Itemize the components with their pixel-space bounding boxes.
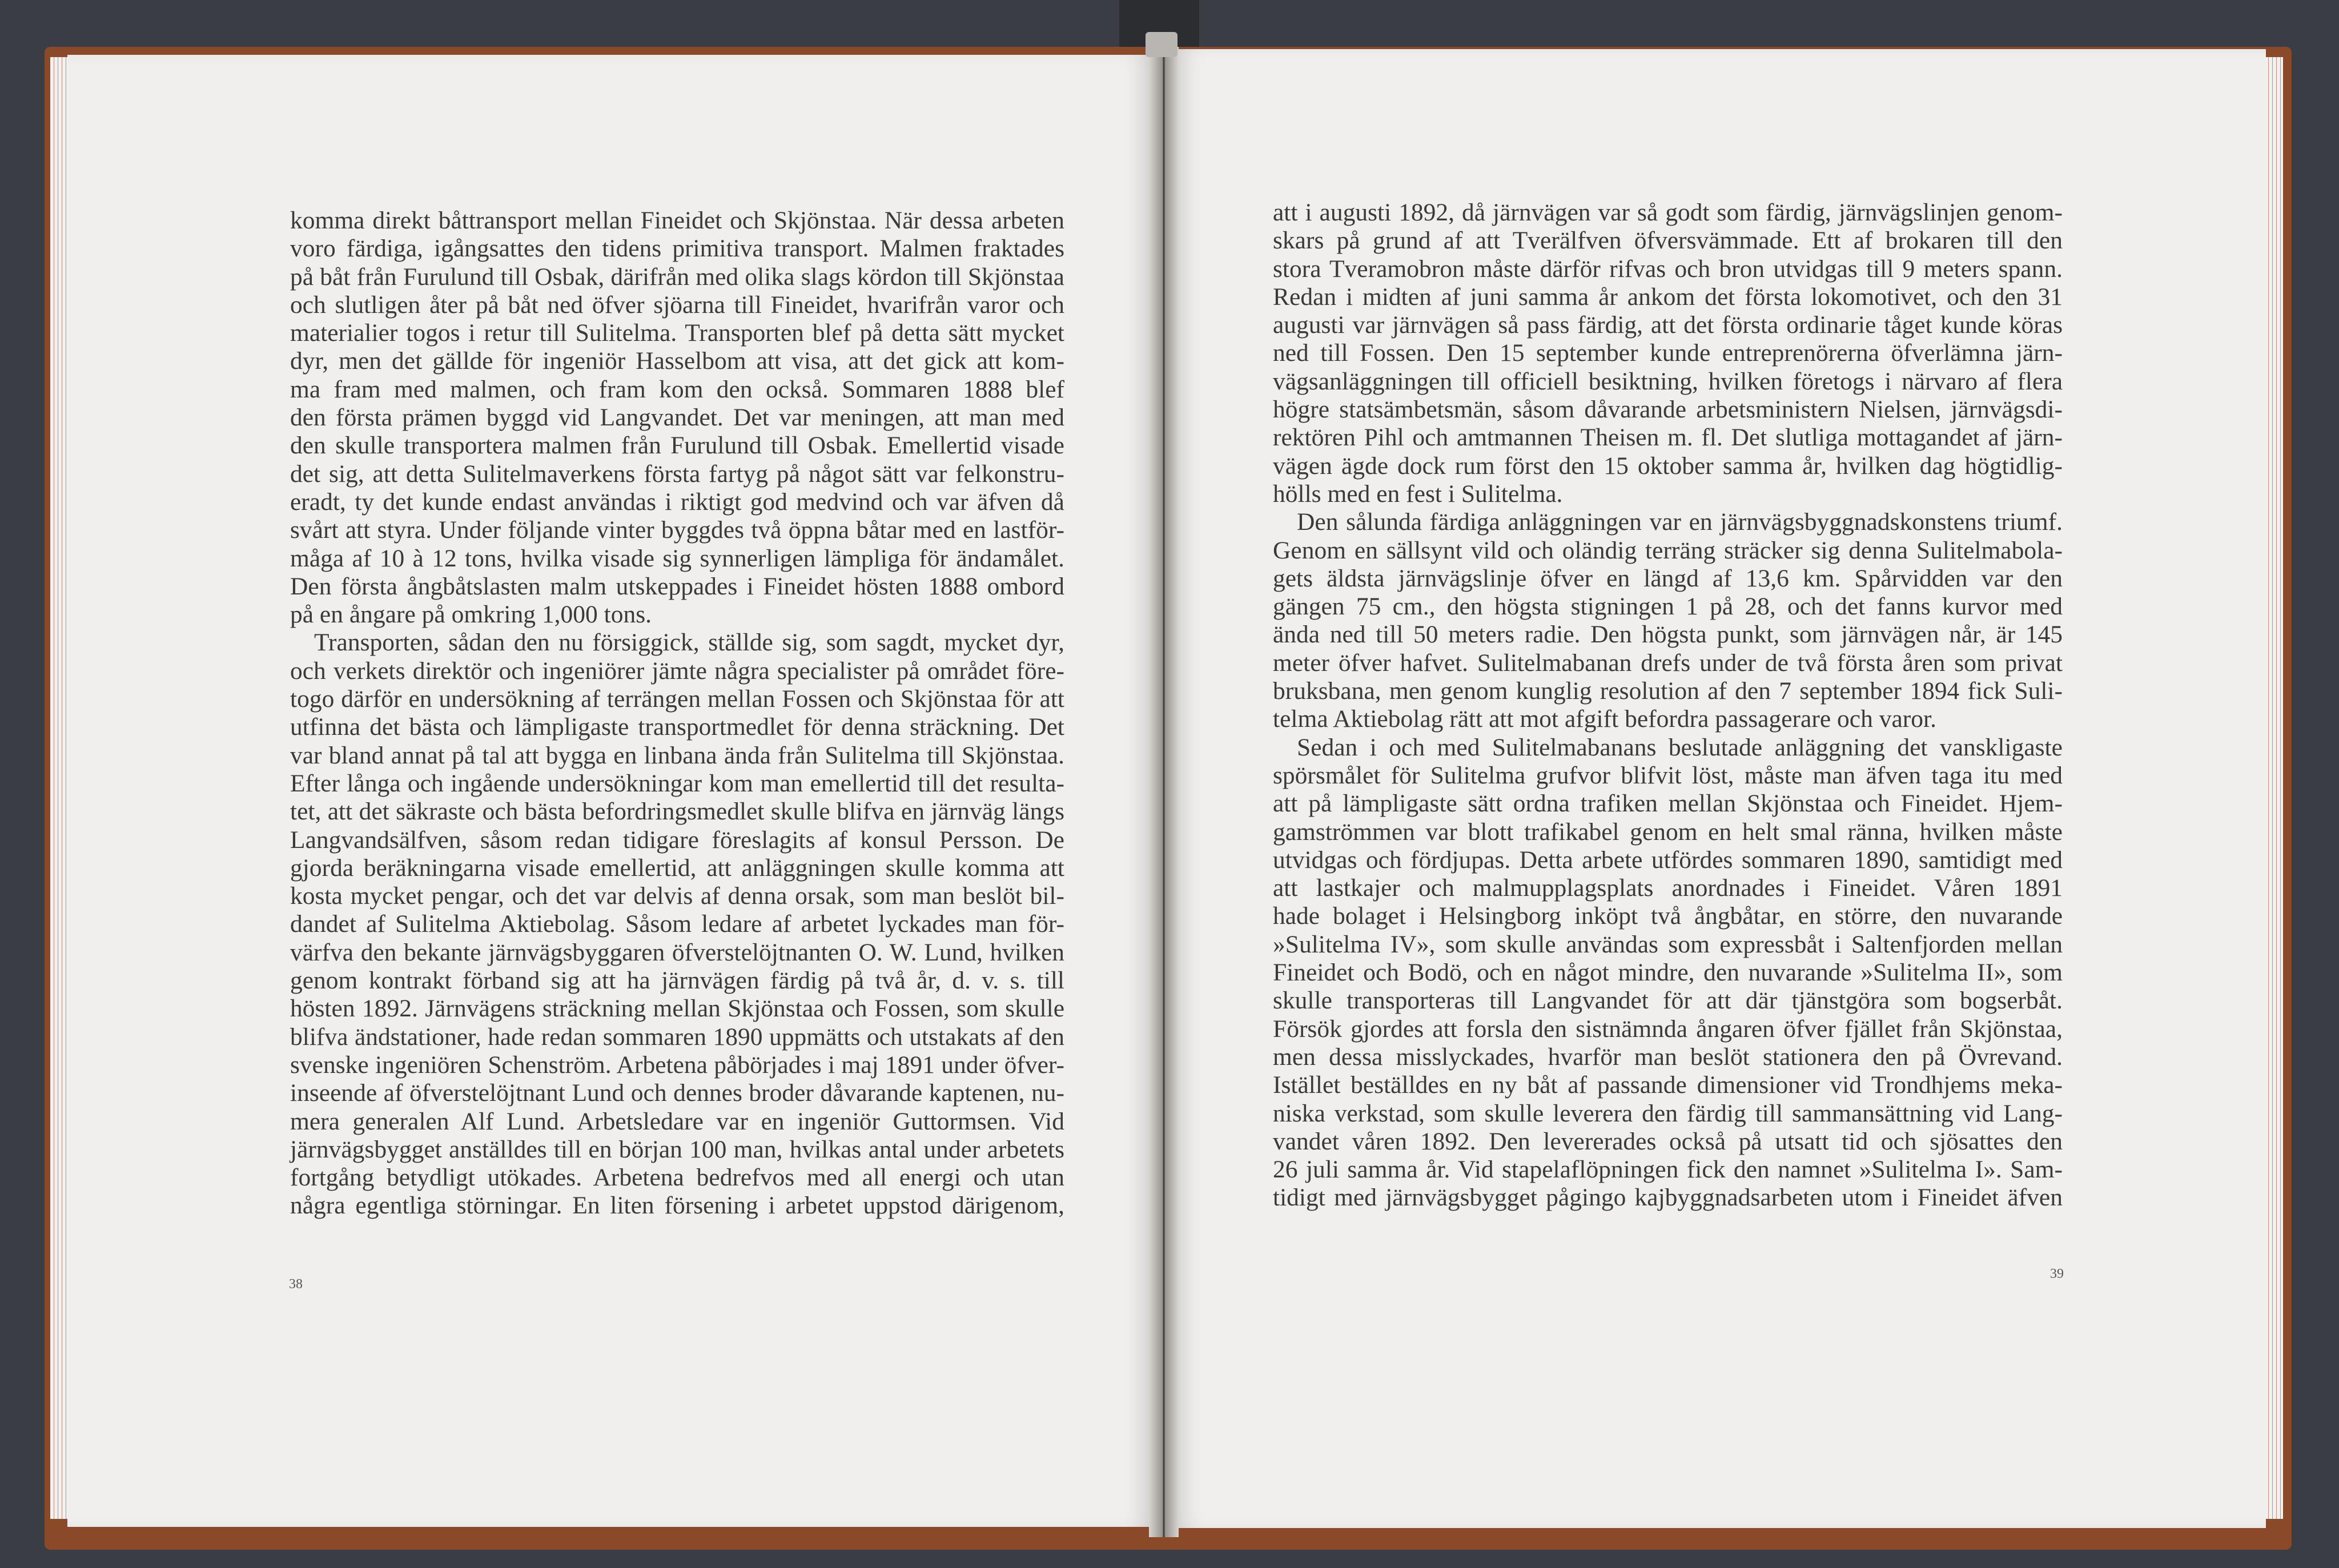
text-line: högre statsämbetsmän, såsom dåvarande arbetsministern Nielsen, järnvägsdi- <box>1273 396 2063 424</box>
text-line: utfinna det bästa och lämpligaste transportmedlet för denna sträckning. Det <box>290 713 1064 741</box>
text-line: Langvandsälfven, såsom redan tidigare föreslagits af konsul Persson. De <box>290 826 1064 854</box>
text-line: och verkets direktör och ingeniörer jämte några specialister på området före- <box>290 657 1064 685</box>
text-line: och slutligen åter på båt ned öfver sjöarna till Fineidet, hvarifrån varor och <box>290 291 1064 319</box>
text-line: att lastkajer och malmupplagsplats anordnades i Fineidet. Våren 1891 <box>1273 874 2063 902</box>
text-line: att i augusti 1892, då järnvägen var så godt som färdig, järnvägslinjen genom- <box>1273 199 2063 226</box>
text-line: att på lämpligaste sätt ordna trafiken mellan Skjönstaa och Fineidet. Hjem- <box>1273 790 2063 818</box>
text-line: järnvägsbygget anställdes till en början 100 man, hvilkas antal under arbetets <box>290 1135 1064 1163</box>
text-line: kosta mycket pengar, och det var delvis af denna orsak, som man beslöt bil- <box>290 882 1064 910</box>
text-line: ma fram med malmen, och fram kom den också. Sommaren 1888 blef <box>290 375 1064 403</box>
text-line: Redan i midten af juni samma år ankom det första lokomotivet, och den 31 <box>1273 283 2063 311</box>
text-line: svårt att styra. Under följande vinter byggdes två öppna båtar med en lastför- <box>290 516 1064 544</box>
text-line: mera generalen Alf Lund. Arbetsledare var en ingeniör Guttormsen. Vid <box>290 1107 1064 1135</box>
text-line: gjorda beräkningarna visade emellertid, att anläggningen skulle komma att <box>290 854 1064 882</box>
text-line: komma direkt båttransport mellan Fineidet och Skjönstaa. När dessa arbeten <box>290 207 1064 234</box>
text-line: telma Aktiebolag rätt att mot afgift befordra passagerare och varor. <box>1273 705 1936 733</box>
text-line: Istället beställdes en ny båt af passande dimensioner vid Trondhjems meka- <box>1273 1071 2063 1099</box>
text-line: stora Tveramobron måste därför rifvas och bron utvidgas till 9 meters spann. <box>1273 255 2063 283</box>
text-line: spörsmålet för Sulitelma grufvor blifvit löst, måste man äfven taga itu med <box>1273 761 2063 789</box>
text-line: hölls med en fest i Sulitelma. <box>1273 480 1563 508</box>
page-number-right: 39 <box>2050 1267 2064 1281</box>
text-line: måga af 10 à 12 tons, hvilka visade sig synnerligen lämpliga för ändamålet. <box>290 544 1064 572</box>
text-line: Den första ångbåtslasten malm utskeppades i Fineidet hösten 1888 ombord <box>290 572 1064 600</box>
text-line: Den sålunda färdiga anläggningen var en järnvägsbyggnadskonstens triumf. <box>1297 508 2063 536</box>
text-line: tet, att det säkraste och bästa befordringsmedlet skulle blifva en järnväg längs <box>290 798 1064 826</box>
text-line: »Sulitelma IV», som skulle användas som expressbåt i Saltenfjorden mellan <box>1273 930 2063 958</box>
text-line: den första prämen byggd vid Langvandet. Det var meningen, att man med <box>290 404 1064 432</box>
text-line: blifva ändstationer, hade redan sommaren 1890 uppmätts och utstakats af den <box>290 1023 1064 1051</box>
text-line: Försök gjordes att forsla den sistnämnda ångaren öfver fjället från Skjönstaa, <box>1273 1015 2063 1043</box>
text-line: gängen 75 cm., den högsta stigningen 1 på 28, och det fanns kurvor med <box>1273 593 2063 621</box>
page-edges-left <box>50 57 69 1519</box>
text-line: men dessa misslyckades, hvarför man beslöt stationera den på Övrevand. <box>1273 1043 2063 1071</box>
text-line: utvidgas och fördjupas. Detta arbete utfördes sommaren 1890, samtidigt med <box>1273 846 2063 874</box>
text-line: ända ned till 50 meters radie. Den högsta punkt, som järnvägen når, är 145 <box>1273 621 2063 649</box>
text-line: värfva den bekante järnvägsbyggaren öfverstelöjtnanten O. W. Lund, hvilken <box>290 938 1064 966</box>
text-line: voro färdiga, igångsattes den tidens primitiva transport. Malmen fraktades <box>290 235 1064 263</box>
text-line: vägsanläggningen till officiell besiktning, hvilken företogs i närvaro af flera <box>1273 367 2063 395</box>
text-line: fortgång betydligt utökades. Arbetena bedrefvos med all energi och utan <box>290 1164 1064 1192</box>
text-line: dandet af Sulitelma Aktiebolag. Såsom ledare af arbetet lyckades man för- <box>290 910 1064 938</box>
text-line: på en ångare på omkring 1,000 tons. <box>290 601 652 629</box>
text-line: Genom en sällsynt vild och oländig terräng sträcker sig denna Sulitelmabola- <box>1273 536 2063 564</box>
text-line: eradt, ty det kunde endast användas i riktigt god medvind och var äfven då <box>290 488 1064 516</box>
page-edges-right <box>2265 57 2283 1519</box>
text-line: meter öfver hafvet. Sulitelmabanan drefs under de två första åren som privat <box>1273 649 2063 677</box>
text-line: var bland annat på tal att bygga en linbana ända från Sulitelma till Skjönstaa. <box>290 741 1064 769</box>
text-line: 26 juli samma år. Vid stapelaflöpningen fick den namnet »Sulitelma I». Sam- <box>1273 1156 2063 1184</box>
text-line: bruksbana, men genom kunglig resolution af den 7 september 1894 fick Suli- <box>1273 677 2063 705</box>
right-page-text <box>1273 199 2063 1212</box>
text-line: togo därför en undersökning af terrängen mellan Fossen och Skjönstaa för att <box>290 685 1064 713</box>
text-line: dyr, men det gällde för ingeniör Hasselbom att visa, att det gick att kom- <box>290 347 1064 375</box>
book-gutter <box>1149 47 1179 1537</box>
text-line: inseende af öfverstelöjtnant Lund och dennes broder dåvarande kaptenen, nu- <box>290 1079 1064 1107</box>
text-line: gamströmmen var blott trafikabel genom en helt smal ränna, hvilken måste <box>1273 818 2063 846</box>
binding-clip <box>1146 32 1177 57</box>
text-line: niska verkstad, som skulle leverera den färdig till sammansättning vid Lang- <box>1273 1099 2063 1127</box>
text-line: Efter långa och ingående undersökningar kom man emellertid till det resulta- <box>290 769 1064 797</box>
text-line: rektören Pihl och amtmannen Theisen m. fl. Det slutliga mottagandet af järn- <box>1273 424 2063 452</box>
text-line: Fineidet och Bodö, och en något mindre, den nuvarande »Sulitelma II», som <box>1273 959 2063 987</box>
left-page-text <box>290 207 1064 1220</box>
text-line: augusti var järnvägen så pass färdig, att det första ordinarie tåget kunde köras <box>1273 311 2063 339</box>
text-line: på båt från Furulund till Osbak, därifrån med olika slags kördon till Skjönstaa <box>290 263 1064 291</box>
text-line: genom kontrakt förband sig att ha järnvägen färdig på två år, d. v. s. till <box>290 967 1064 995</box>
text-line: skars på grund af att Tverälfven öfversvämmade. Ett af brokaren till den <box>1273 227 2063 255</box>
text-line: gets äldsta järnvägslinje öfver en längd af 13,6 km. Spårvidden var den <box>1273 564 2063 592</box>
text-line: svenske ingeniören Schenström. Arbetena påbörjades i maj 1891 under öfver- <box>290 1051 1064 1079</box>
page-number-left: 38 <box>289 1277 303 1292</box>
text-line: några egentliga störningar. En liten försening i arbetet uppstod därigenom, <box>290 1192 1064 1220</box>
text-line: det sig, att detta Sulitelmaverkens första fartyg på något sätt var felkonstru- <box>290 460 1064 488</box>
text-line: Transporten, sådan den nu försiggick, ställde sig, som sagdt, mycket dyr, <box>314 629 1064 657</box>
text-line: den skulle transportera malmen från Furulund till Osbak. Emellertid visade <box>290 432 1064 460</box>
text-line: hösten 1892. Järnvägens sträckning mellan Skjönstaa och Fossen, som skulle <box>290 995 1064 1023</box>
text-line: tidigt med järnvägsbygget pågingo kajbyggnadsarbeten utom i Fineidet äfven <box>1273 1184 2063 1212</box>
text-line: skulle transporteras till Langvandet för att där tjänstgöra som bogserbåt. <box>1273 987 2063 1015</box>
text-line: ned till Fossen. Den 15 september kunde entreprenörerna öfverlämna järn- <box>1273 339 2063 367</box>
text-line: materialier togos i retur till Sulitelma. Transporten blef på detta sätt mycket <box>290 319 1064 347</box>
text-line: hade bolaget i Helsingborg inköpt två ångbåtar, en större, den nuvarande <box>1273 902 2063 930</box>
text-line: Sedan i och med Sulitelmabanans beslutade anläggning det vanskligaste <box>1297 733 2063 761</box>
text-line: vägen ägde dock rum först den 15 oktober samma år, hvilken dag högtidlig- <box>1273 452 2063 480</box>
text-line: vandet våren 1892. Den levererades också på utsatt tid och sjösattes den <box>1273 1127 2063 1155</box>
